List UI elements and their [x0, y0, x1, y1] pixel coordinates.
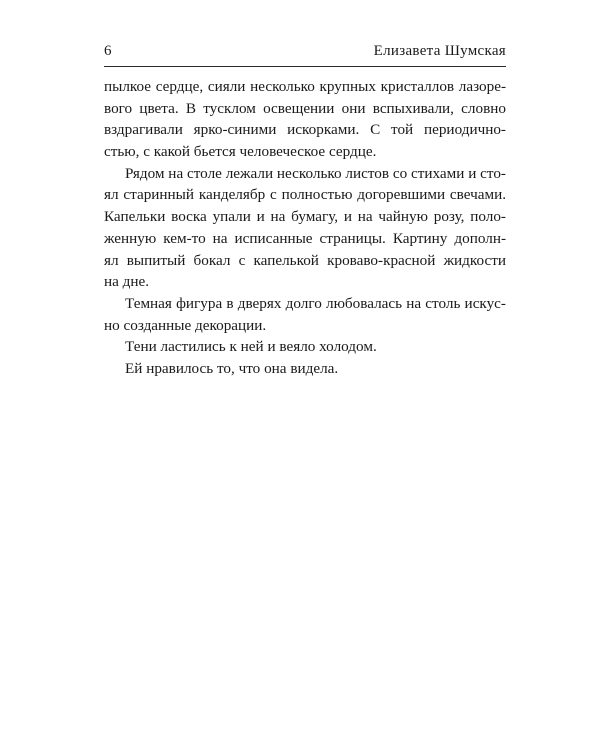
text-line: на дне.: [104, 273, 150, 291]
running-head-author: Елизавета Шумская: [373, 43, 506, 59]
text-line: вого цвета. В тусклом освещении они вспыхивали, словно: [104, 99, 506, 117]
text-line: Капельки воска упали и на бумагу, и на чайную розу, поло-: [104, 208, 506, 226]
text-line: вздрагивали ярко-синими искорками. С той периодично-: [104, 121, 506, 139]
text-line: ял старинный канделябр с полностью догоревшими свечами.: [104, 186, 506, 204]
text-line: женную кем-то на исписанные страницы. Картину дополн-: [104, 229, 506, 247]
text-line: ял выпитый бокал с капелькой кроваво-красной жидкости: [104, 251, 506, 269]
text-line: стью, с какой бьется человеческое сердце.: [104, 143, 377, 161]
text-line: Тени ластились к ней и веяло холодом.: [125, 338, 377, 356]
text-line: Рядом на столе лежали несколько листов со стихами и сто-: [125, 164, 506, 182]
text-line: Ей нравилось то, что она видела.: [125, 359, 339, 377]
body-text: [104, 76, 506, 380]
page-number: 6: [104, 43, 112, 59]
text-line: но созданные декорации.: [104, 316, 267, 334]
text-line: пылкое сердце, сияли несколько крупных кристаллов лазоре-: [104, 78, 506, 95]
page-header: [104, 40, 506, 67]
text-line: Темная фигура в дверях долго любовалась на столь искус-: [125, 294, 506, 312]
